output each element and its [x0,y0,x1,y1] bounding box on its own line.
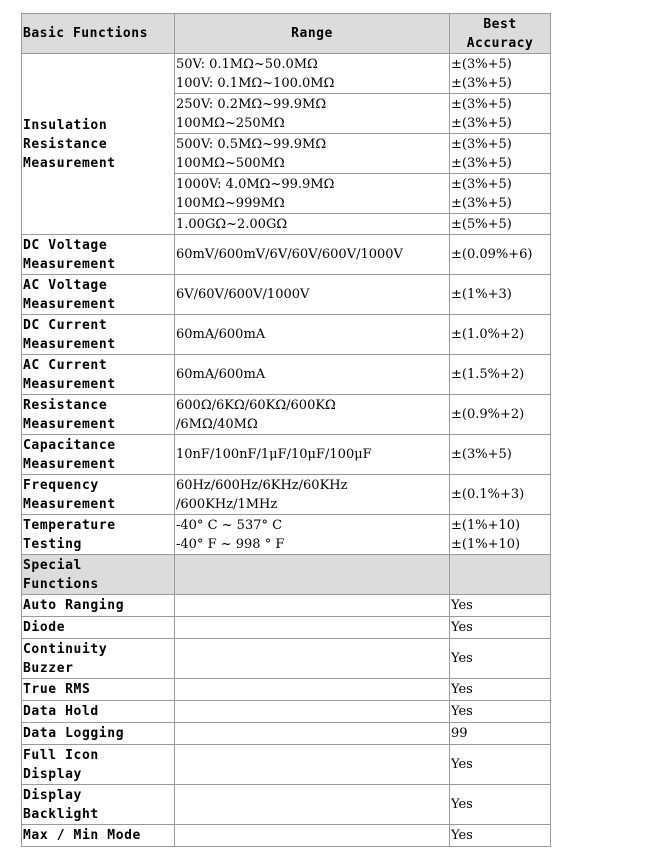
function-cell [22,435,175,475]
table-row [22,701,551,723]
table-row [22,639,551,679]
feature-name [22,639,175,679]
feature-range-empty [175,825,450,847]
range-cell [175,355,450,395]
feature-name-line: Auto Ranging [23,598,125,613]
accuracy-line: ±(0.09%+6) [451,247,533,262]
range-cell [175,174,450,214]
accuracy-line: ±(1%+10) [451,517,521,533]
feature-value: 99 [450,723,551,745]
accuracy-cell [450,54,551,94]
function-name-line: Resistance [23,397,108,413]
feature-value: Yes [450,701,551,723]
table-row [22,617,551,639]
accuracy-cell [450,134,551,174]
range-line: 60mA/600mA [176,327,266,342]
range-line: /6MΩ/40MΩ [176,416,258,432]
range-cell [175,315,450,355]
accuracy-cell [450,475,551,515]
table-row [22,395,551,435]
accuracy-cell [450,235,551,275]
function-name-line: Frequency [23,477,99,493]
accuracy-cell [450,355,551,395]
range-cell [175,435,450,475]
range-line: 10nF/100nF/1μF/10μF/100μF [176,447,372,462]
range-line: /600KHz/1MHz [176,496,278,512]
range-cell [175,54,450,94]
function-name-line: Capacitance [23,437,116,453]
table-row [22,235,551,275]
accuracy-line: ±(3%+5) [451,75,512,91]
function-cell [22,515,175,555]
feature-name [22,745,175,785]
function-name-line: Resistance [23,136,108,152]
header-accuracy-line2: Accuracy [466,35,534,51]
function-name-line: Measurement [23,456,116,472]
function-name-line: Measurement [23,256,116,272]
accuracy-line: ±(1.5%+2) [451,367,525,382]
function-name-line: Measurement [23,296,116,312]
feature-value: Yes [450,745,551,785]
range-line: 60Hz/600Hz/6KHz/60KHz [176,477,348,493]
table-row [22,54,551,94]
accuracy-line: ±(1.0%+2) [451,327,525,342]
header-row [22,14,551,54]
feature-value: Yes [450,679,551,701]
feature-name-line: Data Logging [23,726,125,741]
function-name-line: AC Current [23,357,108,373]
accuracy-cell [450,395,551,435]
accuracy-line: ±(1%+10) [451,536,521,552]
feature-name [22,785,175,825]
accuracy-cell [450,515,551,555]
feature-range-empty [175,723,450,745]
function-cell [22,355,175,395]
feature-name-line: Continuity [23,641,108,657]
feature-name-line: Data Hold [23,704,99,719]
accuracy-line: ±(3%+5) [451,195,512,211]
function-name-line: Insulation [23,117,108,133]
header-accuracy-line1: Best [483,16,517,32]
table-row [22,515,551,555]
function-name-line: AC Voltage [23,277,108,293]
accuracy-line: ±(3%+5) [451,115,512,131]
function-name-line: Measurement [23,496,116,512]
range-line: -40° F ~ 998 ° F [176,536,285,552]
range-cell [175,395,450,435]
feature-value: Yes [450,785,551,825]
table-row [22,435,551,475]
function-name-line: DC Current [23,317,108,333]
feature-value: Yes [450,825,551,847]
feature-range-empty [175,617,450,639]
table-row [22,475,551,515]
feature-name-line: Backlight [23,806,99,822]
feature-name-line: Full Icon [23,747,99,763]
accuracy-line: ±(3%+5) [451,447,512,462]
table-row [22,745,551,785]
feature-name-line: Max / Min Mode [23,828,141,843]
range-line: 100V: 0.1MΩ~100.0MΩ [176,75,335,91]
range-cell [175,475,450,515]
feature-value: Yes [450,639,551,679]
feature-name [22,617,175,639]
feature-name [22,679,175,701]
special-header-empty [175,555,450,595]
header-function: Basic Functions [22,14,175,54]
range-line: 100MΩ~999MΩ [176,195,285,211]
header-range: Range [175,14,450,54]
range-line: 60mA/600mA [176,367,266,382]
range-cell [175,275,450,315]
feature-range-empty [175,639,450,679]
accuracy-cell [450,435,551,475]
special-functions-header [22,555,175,595]
function-name-line: Measurement [23,336,116,352]
function-name-line: Testing [23,536,82,552]
accuracy-line: ±(0.1%+3) [451,487,525,502]
feature-range-empty [175,679,450,701]
range-cell [175,134,450,174]
table-row [22,825,551,847]
function-cell [22,395,175,435]
range-line: 500V: 0.5MΩ~99.9MΩ [176,136,327,152]
specifications-body [22,14,551,847]
table-row [22,679,551,701]
range-cell [175,515,450,555]
feature-name-line: Buzzer [23,660,74,676]
accuracy-cell [450,94,551,134]
feature-name-line: Display [23,766,82,782]
function-insulation [22,54,175,235]
feature-range-empty [175,595,450,617]
table-row [22,595,551,617]
range-line: 6V/60V/600V/1000V [176,287,310,302]
function-cell [22,475,175,515]
feature-range-empty [175,701,450,723]
range-line: 250V: 0.2MΩ~99.9MΩ [176,96,327,112]
accuracy-cell [450,214,551,235]
function-cell [22,315,175,355]
accuracy-cell [450,315,551,355]
range-cell [175,94,450,134]
special-header-empty [450,555,551,595]
table-row [22,723,551,745]
accuracy-line: ±(3%+5) [451,136,512,152]
feature-value: Yes [450,617,551,639]
table-row [22,355,551,395]
accuracy-cell [450,174,551,214]
range-line: 600Ω/6KΩ/60KΩ/600KΩ [176,397,336,413]
range-line: 100MΩ~500MΩ [176,155,285,171]
range-line: 1000V: 4.0MΩ~99.9MΩ [176,176,335,192]
special-header-row [22,555,551,595]
feature-name-line: Display [23,787,82,803]
range-line: -40° C ~ 537° C [176,517,283,533]
range-cell [175,235,450,275]
feature-name [22,701,175,723]
feature-value: Yes [450,595,551,617]
feature-name-line: Diode [23,620,66,635]
range-line: 50V: 0.1MΩ~50.0MΩ [176,56,318,72]
accuracy-line: ±(3%+5) [451,56,512,72]
header-accuracy [450,14,551,54]
feature-range-empty [175,745,450,785]
function-name-line: Measurement [23,376,116,392]
function-name-line: Temperature [23,517,116,533]
accuracy-line: ±(3%+5) [451,176,512,192]
range-line: 60mV/600mV/6V/60V/600V/1000V [176,247,403,262]
function-cell [22,235,175,275]
specifications-table [21,13,551,847]
accuracy-line: ±(3%+5) [451,96,512,112]
accuracy-line: ±(1%+3) [451,287,512,302]
feature-name-line: True RMS [23,682,91,697]
feature-range-empty [175,785,450,825]
accuracy-line: ±(0.9%+2) [451,407,525,422]
accuracy-cell [450,275,551,315]
function-cell [22,275,175,315]
feature-name [22,825,175,847]
function-name-line: Measurement [23,155,116,171]
range-line: 1.00GΩ~2.00GΩ [176,216,288,232]
function-name-line: DC Voltage [23,237,108,253]
table-row [22,785,551,825]
feature-name [22,595,175,617]
range-cell [175,214,450,235]
table-row [22,315,551,355]
accuracy-line: ±(5%+5) [451,216,512,232]
accuracy-line: ±(3%+5) [451,155,512,171]
feature-name [22,723,175,745]
function-name-line: Measurement [23,416,116,432]
range-line: 100MΩ~250MΩ [176,115,285,131]
special-header-line: Special [23,557,82,573]
table-row [22,275,551,315]
special-header-line: Functions [23,576,99,592]
